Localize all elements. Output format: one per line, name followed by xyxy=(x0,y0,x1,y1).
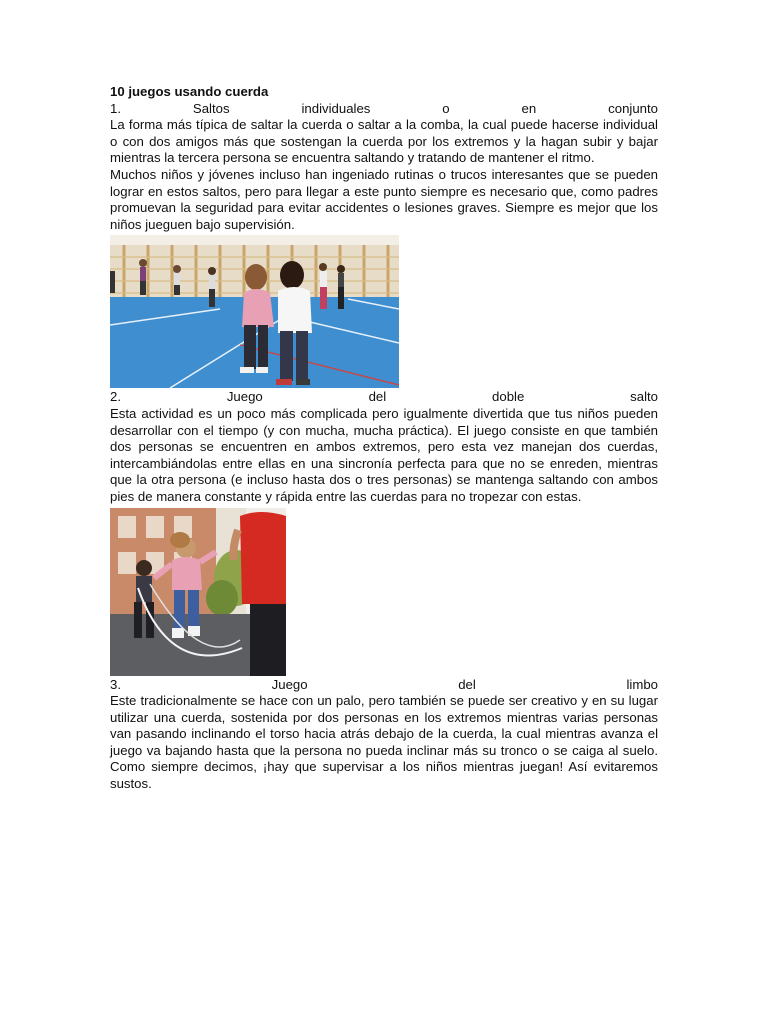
document-body xyxy=(110,84,658,793)
section-1-paragraph-1: La forma más típica de saltar la cuerda o saltar a la comba, la cual puede hacerse individual o con dos amigos más que sostengan la cuerda por los extremos y la hagan subir y bajar mientras la tercera persona se encuentra saltando y tratando de mantener el ritmo. xyxy=(110,117,658,166)
section-3-paragraph-1: Este tradicionalmente se hace con un palo, pero también se puede ser creativo y en su lugar utilizar una cuerda, sostenida por dos personas en los extremos mientras varias personas van pasando inclinando el torso hacia atrás debajo de la cuerda, la cual mientras avanza el juego va bajando hasta que la persona no pueda inclinar más su tronco o se caiga al suelo. Como siempre decimos, ¡hay que supervisar a los niños mientras juegan! Así evitaremos sustos. xyxy=(110,693,658,792)
section-2-paragraph-1: Esta actividad es un poco más complicada pero igualmente divertida que tus niños pueden desarrollar con el tiempo (y con mucha, mucha práctica). El juego consiste en que también dos personas se encuentren en ambos extremos, pero esta vez manejan dos cuerdas, intercambiándolas entre ellas en una sincronía perfecta para que no se enreden, mientras que la otra persona (e incluso hasta dos o tres personas) se mantenga saltando con ambos pies de manera constante y rápida entre las cuerdas para no tropezar con estas. xyxy=(110,405,658,504)
section-2-heading: 2. Juego del doble salto xyxy=(110,389,658,405)
gym-rope-jumping-photo xyxy=(110,235,658,388)
double-dutch-photo xyxy=(110,508,658,676)
document-title: 10 juegos usando cuerda xyxy=(110,84,269,99)
section-1-paragraph-2: Muchos niños y jóvenes incluso han ingeniado rutinas o trucos interesantes que se pueden lograr en estos saltos, pero para llegar a este punto siempre es necesario que, como padres promuevan la seguridad para evitar accidentes o lesiones graves. Siempre es mejor que los niños jueguen bajo supervisión. xyxy=(110,166,658,232)
section-3-heading: 3. Juego del limbo xyxy=(110,676,658,692)
section-1-heading: 1. Saltos individuales o en conjunto xyxy=(110,100,658,116)
